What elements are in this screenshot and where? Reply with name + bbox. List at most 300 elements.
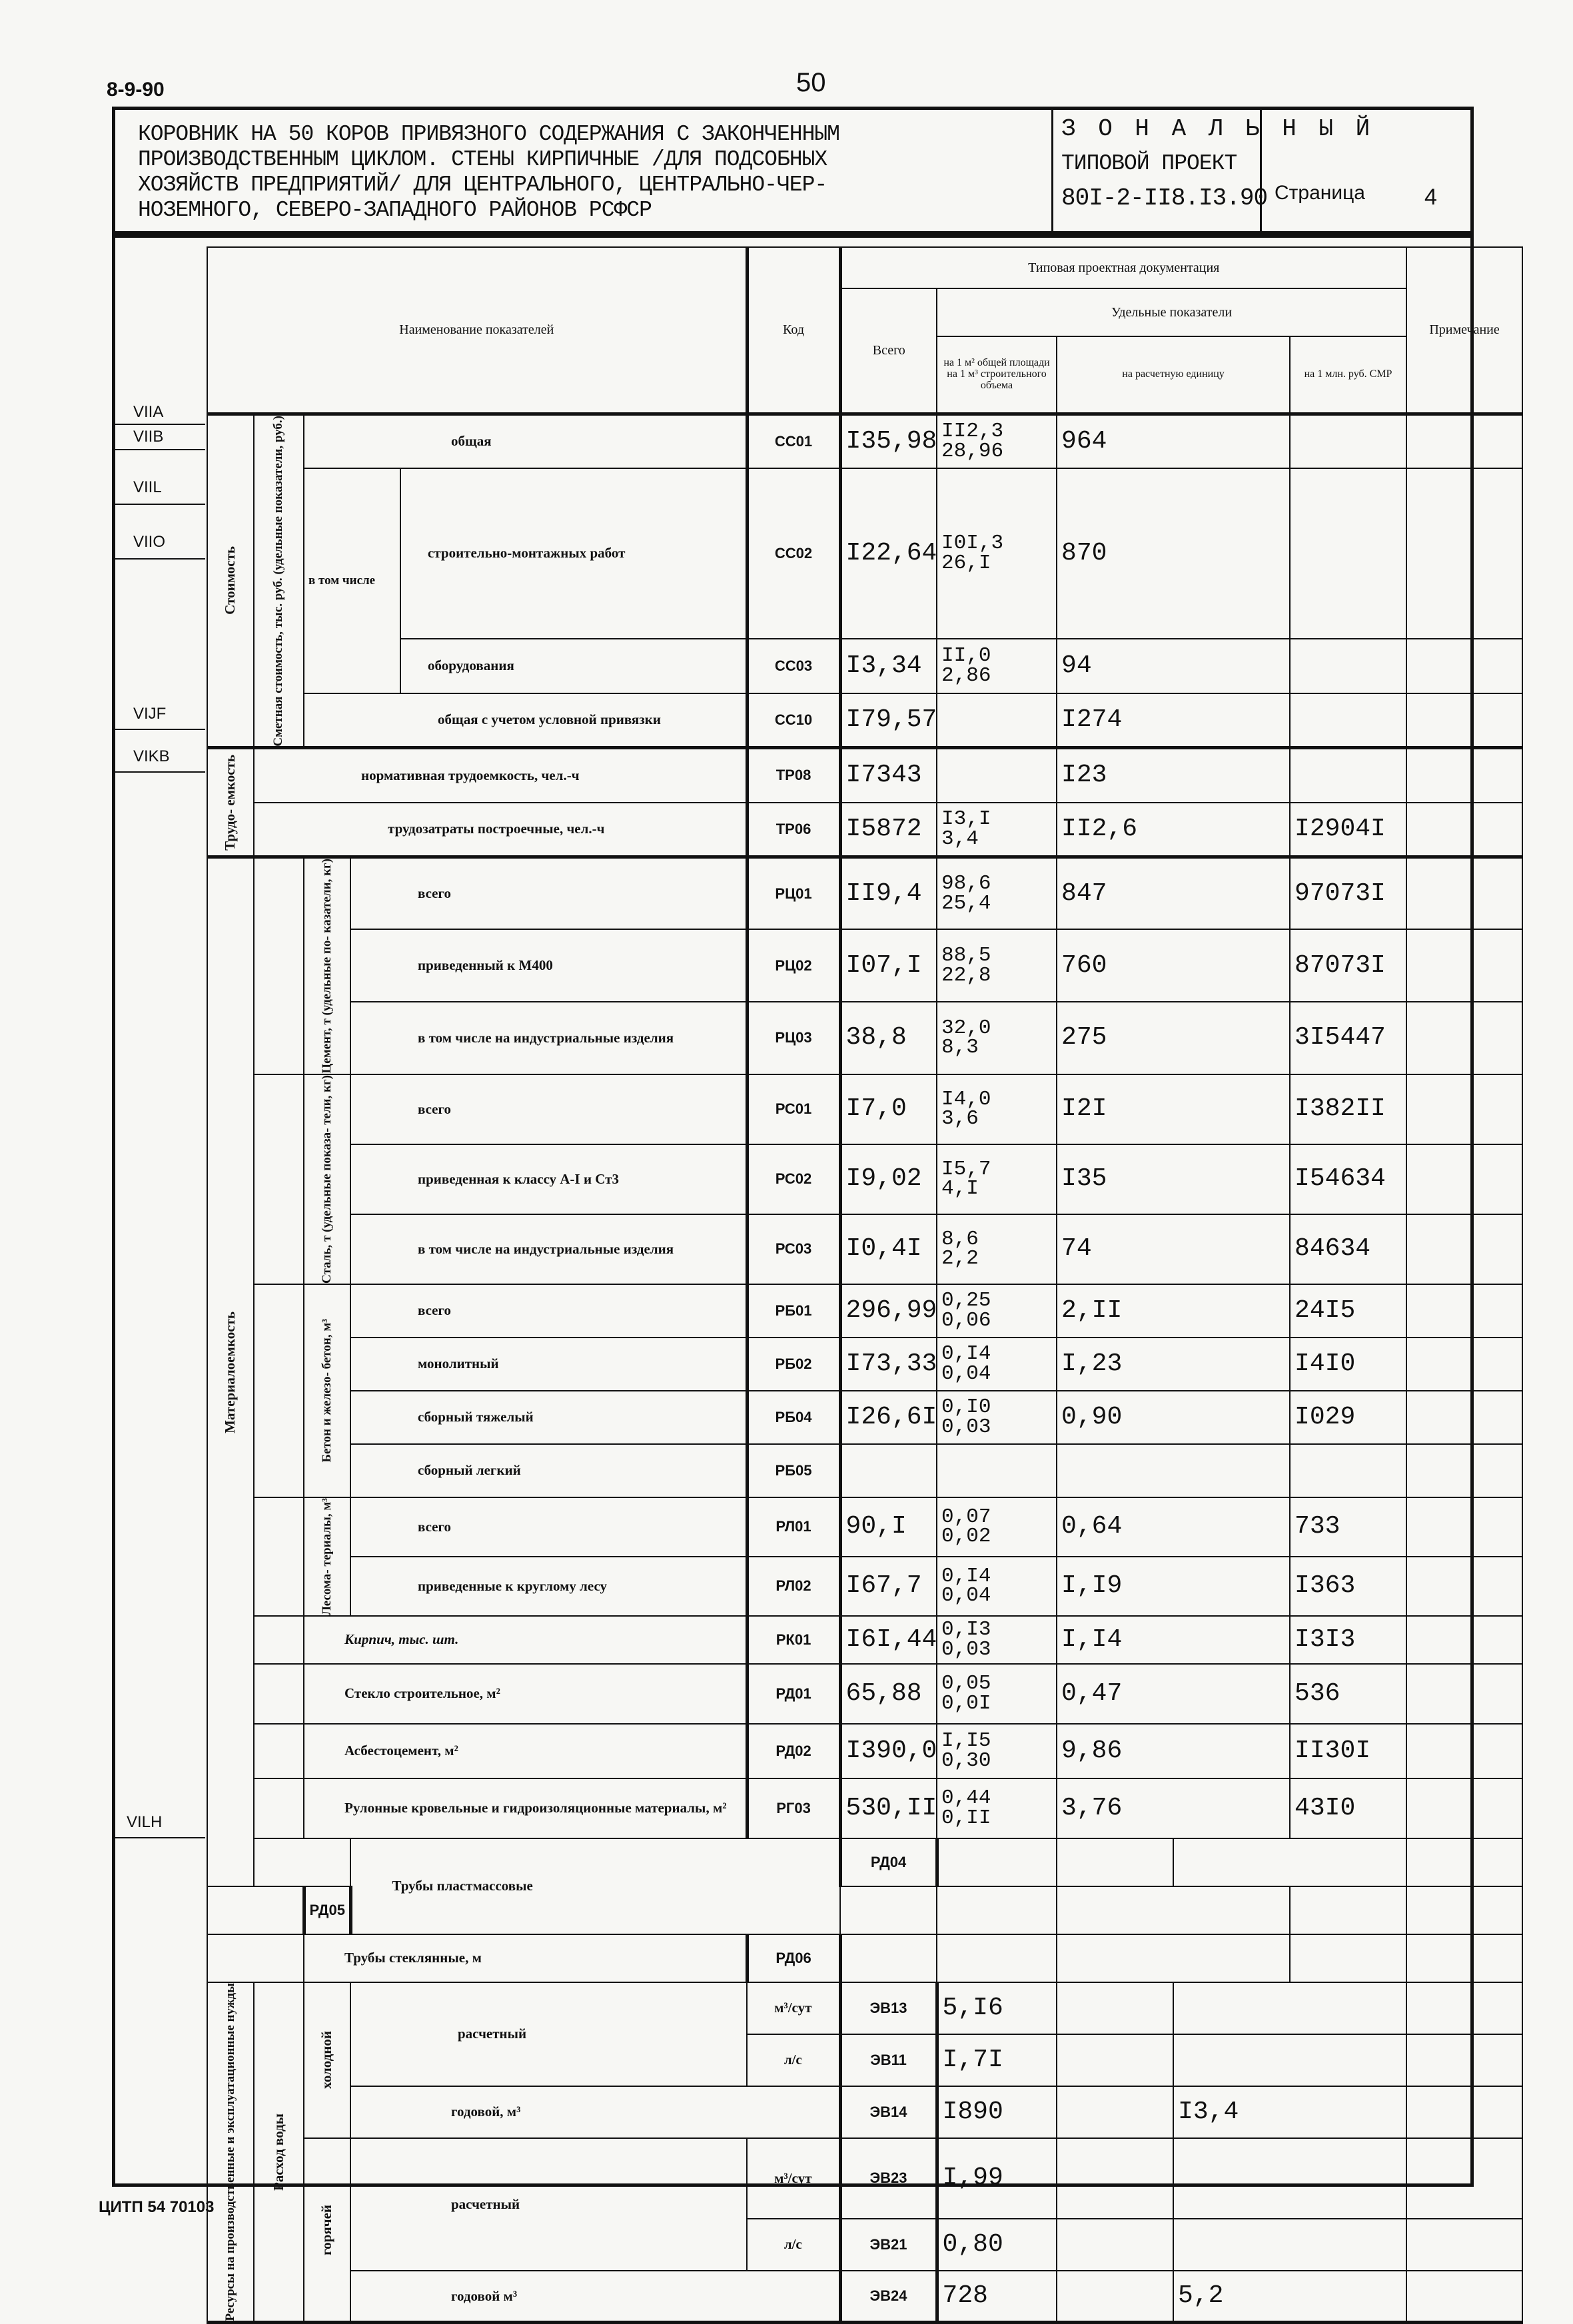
fraction-top: 0,25 [941,1289,991,1313]
cell-note [1406,1778,1522,1838]
cell-total: 38,8 [840,1002,937,1074]
group-timber [304,1497,350,1616]
cell-total: 530,II [840,1778,937,1838]
group-label: холодной [318,2031,335,2090]
fraction-top: 32,0 [941,1016,991,1040]
cell-per-unit: 870 [1057,468,1290,639]
margin-mark: VIIB [133,428,164,446]
cell-per-unit [1057,1444,1290,1497]
header-total: Всего [840,288,937,414]
cell-note [1406,1557,1522,1616]
group-label: Сметная стоимость, тыс. руб. (удельные показатели, руб.) [271,415,286,747]
project-subtype: ТИПОВОЙ ПРОЕКТ [1061,151,1237,176]
cell-note [1406,414,1522,468]
cell-note [1406,1391,1522,1444]
fraction-bottom: 3,4 [941,827,979,851]
row-label: строительно-монтажных работ [400,468,747,639]
project-code: 80I-2-II8.I3.90 [1061,185,1268,212]
header-name: Наименование показателей [207,247,747,414]
cell-per-mln: I3I3 [1290,1616,1406,1664]
cell-per-unit: 2,II [1057,1284,1290,1338]
fraction-bottom: 4,I [941,1177,979,1201]
spacer [254,1497,304,1616]
fraction-bottom: 0,II [941,1806,991,1830]
margin-mark: VIIL [133,478,162,496]
cell-per-mln [1290,693,1406,748]
row-label: всего [350,1497,747,1557]
cell-note [1406,748,1522,803]
spacer [207,1886,304,1934]
header-specific: Удельные показатели [937,288,1406,336]
cell-fraction [1057,1838,1173,1886]
cell-fraction [937,1934,1057,1982]
cell-per-mln [1406,1838,1522,1886]
fraction-bottom: 3,6 [941,1107,979,1131]
row-label: годовой, м³ [350,2086,840,2138]
cell-total: 5,I6 [937,1982,1057,2034]
cell-per-unit: I,23 [1057,1338,1290,1391]
row-label: Трубы стеклянные, м [304,1934,747,1982]
row-code: РБ01 [747,1284,840,1338]
group-label: Расход воды [270,2113,286,2191]
header-doc: Типовая проектная документация [840,247,1406,288]
group-label: Стоимость [222,546,239,615]
page-number: 50 [796,68,826,97]
group-label: Материалоемкость [222,1311,239,1433]
cell-fraction [937,1074,1057,1144]
group-steel [304,1074,350,1284]
cell-fraction [937,468,1057,639]
row-label: монолитный [350,1338,747,1391]
cell-total: I390,0 [840,1724,937,1778]
cell-total: I6I,44 [840,1616,937,1664]
fraction-bottom: 0,0I [941,1691,991,1715]
cell-note [1406,1886,1522,1934]
fraction-top: 0,I4 [941,1564,991,1588]
fraction-top: 0,I0 [941,1395,991,1419]
cell-fraction [937,1778,1057,1838]
spacer [254,1616,304,1664]
spacer [254,1284,304,1497]
row-code: РД01 [747,1664,840,1724]
group-label: Трудо- емкость [222,754,239,851]
cell-per-mln [1290,1934,1406,1982]
group-label: Ресурсы на производственные и эксплуатационные нужды [223,1982,237,2321]
cell-per-mln: 43I0 [1290,1778,1406,1838]
cell-per-unit: I274 [1057,693,1290,748]
row-code: РГ03 [747,1778,840,1838]
cell-note [1406,1616,1522,1664]
cell-note [1406,1724,1522,1778]
title-line: ПРОИЗВОДСТВЕННЫМ ЦИКЛОМ. СТЕНЫ КИРПИЧНЫЕ /ДЛЯ ПОДСОБНЫХ [138,147,827,172]
cell-per-unit: 0,64 [1057,1497,1290,1557]
cell-per-unit [1173,2138,1406,2219]
cell-note [1406,1338,1522,1391]
fraction-bottom: 8,3 [941,1036,979,1060]
title-divider [1051,110,1053,231]
fraction-bottom: 0,03 [941,1637,991,1661]
cell-total: I,99 [937,2138,1057,2219]
cell-fraction [937,929,1057,1002]
spacer [254,1664,304,1724]
indicators-table [207,246,1523,2324]
cell-per-unit: 0,47 [1057,1664,1290,1724]
spacer [254,1724,304,1778]
row-label: сборный легкий [350,1444,747,1497]
row-label: расчетный [350,1982,747,2086]
row-code: РЦ02 [747,929,840,1002]
row-code: ЭВ11 [840,2034,937,2086]
margin-mark: VIIA [133,403,164,421]
margin-line [112,729,205,730]
row-unit: л/с [747,2034,840,2086]
margin-mark: VIKB [133,747,170,765]
cell-per-unit [1057,1886,1290,1934]
cell-total: I7,0 [840,1074,937,1144]
margin-line [112,1837,205,1838]
cell-per-mln [1290,639,1406,693]
cell-per-mln [1290,748,1406,803]
spacer [254,857,304,1074]
cell-note [1406,2271,1522,2323]
cell-per-mln [1290,1886,1406,1934]
cell-total: 0,80 [937,2219,1057,2271]
header-note: Примечание [1406,247,1522,414]
cell-note [1406,857,1522,930]
cell-per-mln: I2904I [1290,803,1406,857]
cell-total: I890 [937,2086,1057,2138]
date-stamp: 8-9-90 [107,79,165,101]
cell-total: I35,98 [840,414,937,468]
cell-fraction [1057,2271,1173,2323]
cell-total [840,1886,937,1934]
cell-note [1406,2219,1522,2271]
cell-per-unit: I,I9 [1057,1557,1290,1616]
row-label: трудозатраты построечные, чел.-ч [254,803,747,857]
frame-left [112,234,115,2186]
sheet-label: Страница [1275,182,1365,204]
fraction-top: 0,05 [941,1672,991,1696]
cell-total: I22,64 [840,468,937,639]
cell-fraction [937,1557,1057,1616]
fraction-top: I5,7 [941,1157,991,1181]
cell-per-mln: 536 [1290,1664,1406,1724]
row-code: РС01 [747,1074,840,1144]
row-code: ТР08 [747,748,840,803]
title-block [112,107,1474,234]
cell-per-unit: 3,76 [1057,1778,1290,1838]
row-unit: м³/сут [747,2138,840,2219]
fraction-top: I,I5 [941,1729,991,1753]
row-label: общая [304,414,747,468]
cell-total [937,1838,1057,1886]
cell-fraction [1057,2138,1173,2219]
cell-total: I,7I [937,2034,1057,2086]
cell-total: I07,I [840,929,937,1002]
cell-fraction [937,1214,1057,1284]
cell-per-unit: 9,86 [1057,1724,1290,1778]
cell-per-unit: I,I4 [1057,1616,1290,1664]
group-resources [207,1982,254,2323]
cell-total: I79,57 [840,693,937,748]
cell-fraction [937,1886,1057,1934]
fraction-bottom: 0,30 [941,1748,991,1772]
cell-per-unit: 5,2 [1173,2271,1406,2323]
cell-total [840,1444,937,1497]
fraction-top: I4,0 [941,1087,991,1111]
group-label: Лесома- териалы, м³ [319,1497,334,1615]
cell-per-unit: I2I [1057,1074,1290,1144]
header-per-m2: на 1 м² общей площади на 1 м³ строительного объема [937,336,1057,414]
cell-fraction [937,857,1057,930]
row-code: ЭВ23 [840,2138,937,2219]
cell-fraction [1057,2034,1173,2086]
cell-total [840,1934,937,1982]
frame-right [1470,107,1474,2186]
cell-total: I26,6I [840,1391,937,1444]
cell-per-unit [1057,1934,1290,1982]
row-label: всего [350,1074,747,1144]
row-label: приведенная к классу А-I и Ст3 [350,1144,747,1214]
cell-note [1406,1497,1522,1557]
document-title [138,122,1044,223]
cell-per-mln: 84634 [1290,1214,1406,1284]
cell-fraction [937,1664,1057,1724]
group-labor [207,748,254,857]
cell-fraction [937,1144,1057,1214]
row-code: ЭВ24 [840,2271,937,2323]
margin-line [112,424,205,425]
fraction-top: 8,6 [941,1227,979,1251]
row-code: СС10 [747,693,840,748]
cell-fraction [937,1338,1057,1391]
row-unit: м³/сут [747,1982,840,2034]
spacer [254,1838,350,1886]
row-code: РК01 [747,1616,840,1664]
row-unit: л/с [747,2219,840,2271]
fraction-top: 0,I3 [941,1618,991,1642]
group-concrete [304,1284,350,1497]
cell-note [1406,693,1522,748]
group-water [254,1982,304,2323]
title-line: ХОЗЯЙСТВ ПРЕДПРИЯТИЙ/ ДЛЯ ЦЕНТРАЛЬНОГО, ЦЕНТРАЛЬНО-ЧЕР- [138,173,827,197]
cell-note [1406,929,1522,1002]
sheet-number: 4 [1424,185,1437,210]
cell-fraction [1057,1982,1173,2034]
row-label: в том числе на индустриальные изделия [350,1002,747,1074]
cell-fraction [937,1497,1057,1557]
cell-total: I3,34 [840,639,937,693]
cell-total: I5872 [840,803,937,857]
fraction-bottom: 25,4 [941,891,991,915]
fraction-top: II2,3 [941,420,1004,444]
cell-per-mln: 24I5 [1290,1284,1406,1338]
row-label: в том числе на индустриальные изделия [350,1214,747,1284]
fraction-top: I3,I [941,807,991,831]
row-code: РД05 [304,1886,350,1934]
cell-per-mln: I382II [1290,1074,1406,1144]
fraction-top: 0,07 [941,1505,991,1529]
cell-per-unit [1173,2219,1406,2271]
cell-per-unit: I35 [1057,1144,1290,1214]
row-code: ЭВ13 [840,1982,937,2034]
cell-fraction [937,414,1057,468]
fraction-bottom: 26,I [941,551,991,575]
cell-note [1406,1284,1522,1338]
cell-per-mln: I54634 [1290,1144,1406,1214]
cell-per-unit: I3,4 [1173,2086,1406,2138]
row-label: Стекло строительное, м² [304,1664,747,1724]
cell-note [1406,2086,1522,2138]
row-code: РБ02 [747,1338,840,1391]
row-label: приведенный к М400 [350,929,747,1002]
row-label: оборудования [400,639,747,693]
row-label: всего [350,1284,747,1338]
fraction-top: 0,I4 [941,1342,991,1366]
frame-bottom [112,2183,1474,2187]
row-label: годовой м³ [350,2271,840,2323]
cell-fraction [937,693,1057,748]
cell-per-unit: 847 [1057,857,1290,930]
fraction-bottom: 0,03 [941,1415,991,1439]
group-label: Сталь, т (удельные показа- тели, кг) [319,1074,334,1284]
cell-per-unit: I23 [1057,748,1290,803]
fraction-top: I0I,3 [941,532,1004,556]
row-label: Рулонные кровельные и гидроизоляционные материалы, м² [304,1778,747,1838]
cell-per-unit: 964 [1057,414,1290,468]
row-code: РБ04 [747,1391,840,1444]
row-code: ЭВ14 [840,2086,937,2138]
cell-total: II9,4 [840,857,937,930]
margin-mark: VIJF [133,705,167,723]
row-code: СС03 [747,639,840,693]
row-label: всего [350,857,747,930]
cell-fraction [937,1724,1057,1778]
margin-mark: VIIO [133,533,166,551]
cell-per-mln [1290,468,1406,639]
row-code: РЛ02 [747,1557,840,1616]
row-code: ЭВ21 [840,2219,937,2271]
cell-fraction [937,639,1057,693]
cell-note [1406,1074,1522,1144]
cell-note [1406,468,1522,639]
cell-fraction [937,1391,1057,1444]
cell-fraction [937,1616,1057,1664]
fraction-bottom: 0,06 [941,1308,991,1332]
cell-note [1406,1664,1522,1724]
margin-line [112,449,205,450]
row-label: общая с учетом условной привязки [304,693,747,748]
cell-total: 65,88 [840,1664,937,1724]
group-label: горячей [318,2204,335,2255]
row-code: ТР06 [747,803,840,857]
fraction-bottom: 0,04 [941,1584,991,1608]
cell-per-mln [1290,414,1406,468]
cell-total: 728 [937,2271,1057,2323]
row-label: сборный тяжелый [350,1391,747,1444]
spacer [207,1934,304,1982]
cell-note [1406,2138,1522,2219]
cell-note [1406,1214,1522,1284]
cell-note [1406,639,1522,693]
row-label: нормативная трудоемкость, чел.-ч [254,748,747,803]
row-code: РЦ01 [747,857,840,930]
fraction-bottom: 28,96 [941,439,1004,463]
group-label: Бетон и железо- бетон, м³ [319,1318,334,1463]
group-material [207,857,254,1886]
cell-per-mln: 733 [1290,1497,1406,1557]
fraction-top: 98,6 [941,872,991,896]
margin-line [112,771,205,773]
cell-note [1406,1002,1522,1074]
fraction-bottom: 0,04 [941,1361,991,1385]
cell-fraction [1057,2086,1173,2138]
cell-per-unit: 760 [1057,929,1290,1002]
cell-per-mln: I363 [1290,1557,1406,1616]
cell-fraction [937,1002,1057,1074]
row-code: РБ05 [747,1444,840,1497]
spacer [254,1074,304,1284]
cell-per-unit [1173,1982,1406,2034]
cell-fraction [937,748,1057,803]
row-code: РД04 [840,1838,937,1886]
fraction-bottom: 2,86 [941,663,991,687]
cell-per-unit: 94 [1057,639,1290,693]
cell-fraction [1057,2219,1173,2271]
frame-line [112,234,1474,238]
cell-total: 90,I [840,1497,937,1557]
row-code: РЦ03 [747,1002,840,1074]
cell-per-mln: I029 [1290,1391,1406,1444]
row-code: РД02 [747,1724,840,1778]
margin-line [112,558,205,560]
row-code: РС03 [747,1214,840,1284]
header-per-unit: на расчетную единицу [1057,336,1290,414]
cell-total: I9,02 [840,1144,937,1214]
cell-note [1406,803,1522,857]
cell-per-unit [1173,1838,1406,1886]
group-label: Цемент, т (удельные по- казатели, кг) [319,859,334,1074]
header-per-mln: на 1 млн. руб. СМР [1290,336,1406,414]
row-label: приведенные к круглому лесу [350,1557,747,1616]
title-line: КОРОВНИК НА 50 КОРОВ ПРИВЯЗНОГО СОДЕРЖАНИЯ С ЗАКОНЧЕННЫМ [138,122,839,147]
header-code: Код [747,247,840,414]
cell-fraction [937,803,1057,857]
cell-note [1406,1982,1522,2034]
group-cost-sub [254,414,304,748]
fraction-bottom: 2,2 [941,1247,979,1271]
cell-per-mln [1290,1444,1406,1497]
row-code: РС02 [747,1144,840,1214]
project-type: З О Н А Л Ь Н Ы Й [1061,115,1374,143]
row-code: СС01 [747,414,840,468]
margin-line [112,504,205,505]
cell-total: I0,4I [840,1214,937,1284]
cell-per-mln: 97073I [1290,857,1406,930]
incl-label: в том числе [304,468,400,693]
cell-total: 296,99 [840,1284,937,1338]
cell-note [1406,1144,1522,1214]
cell-per-unit [1173,2034,1406,2086]
group-cost [207,414,254,748]
fraction-top: 0,44 [941,1786,991,1810]
footer-code: ЦИТП 54 70103 [99,2198,215,2216]
cell-per-unit: 275 [1057,1002,1290,1074]
cell-per-mln: I4I0 [1290,1338,1406,1391]
row-label: расчетный [350,2138,747,2271]
cell-fraction [937,1284,1057,1338]
row-label: Асбестоцемент, м² [304,1724,747,1778]
